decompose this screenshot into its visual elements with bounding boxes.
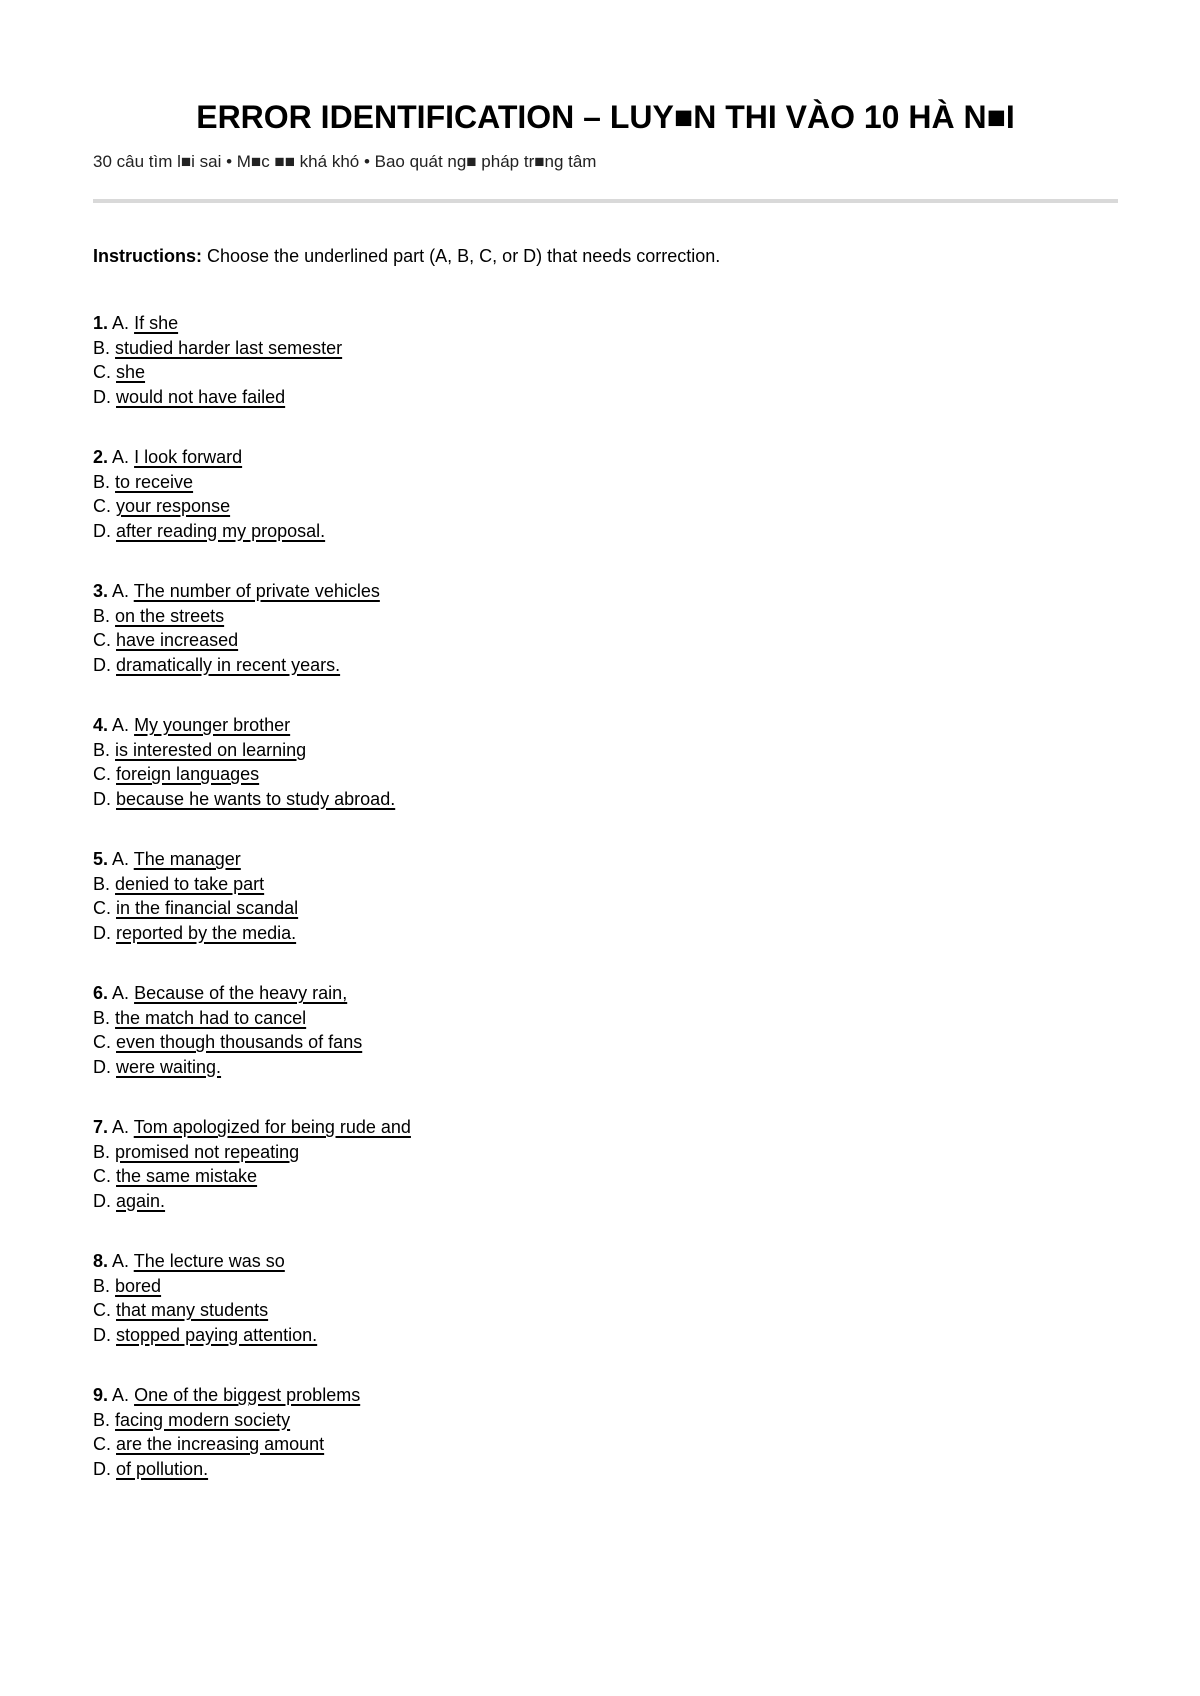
- answer-option: [93, 896, 1118, 921]
- answer-option: [93, 762, 1118, 787]
- answer-option: [93, 1298, 1118, 1323]
- option-underlined-text: is interested on learning: [115, 739, 307, 760]
- answer-option: [93, 1408, 1118, 1433]
- option-letter: D.: [93, 1056, 111, 1077]
- option-underlined-text: that many students: [116, 1300, 269, 1320]
- option-underlined-text: to receive: [115, 471, 194, 492]
- answer-option: [93, 628, 1118, 653]
- option-underlined-text: One of the biggest problems: [134, 1385, 361, 1405]
- option-letter: C.: [93, 1300, 111, 1320]
- answer-option: [93, 604, 1118, 629]
- option-letter: B.: [93, 1007, 111, 1028]
- option-letter: D.: [93, 520, 111, 541]
- answer-option: [93, 787, 1118, 812]
- answer-option: [93, 981, 1118, 1006]
- instructions: [93, 244, 720, 268]
- option-letter: B.: [93, 471, 111, 492]
- answer-option: [93, 738, 1118, 763]
- answer-option: [93, 653, 1118, 678]
- option-letter: D.: [93, 1324, 111, 1345]
- question-list: [93, 311, 1118, 1517]
- answer-option: [93, 311, 1118, 336]
- answer-option: [93, 1323, 1118, 1348]
- divider: [93, 199, 1118, 203]
- option-underlined-text: bored: [115, 1275, 162, 1296]
- option-letter: B.: [93, 1409, 111, 1430]
- answer-option: [93, 385, 1118, 410]
- option-letter: A.: [112, 1385, 130, 1405]
- option-underlined-text: have increased: [116, 630, 239, 650]
- answer-option: [93, 847, 1118, 872]
- answer-option: [93, 1432, 1118, 1457]
- option-underlined-text: are the increasing amount: [116, 1434, 325, 1454]
- option-letter: A.: [112, 313, 130, 333]
- option-underlined-text: of pollution.: [116, 1458, 209, 1479]
- question-item: [93, 579, 1118, 713]
- option-letter: D.: [93, 654, 111, 675]
- answer-option: [93, 494, 1118, 519]
- option-letter: A.: [112, 715, 130, 735]
- option-underlined-text: stopped paying attention.: [116, 1324, 318, 1345]
- answer-option: [93, 1140, 1118, 1165]
- option-letter: B.: [93, 873, 111, 894]
- option-underlined-text: The number of private vehicles: [133, 581, 380, 601]
- answer-option: [93, 519, 1118, 544]
- instructions-label: Instructions:: [93, 246, 203, 266]
- option-letter: C.: [93, 496, 111, 516]
- option-letter: A.: [112, 983, 130, 1003]
- option-letter: D.: [93, 922, 111, 943]
- option-letter: B.: [93, 739, 111, 760]
- option-underlined-text: I look forward: [134, 447, 243, 467]
- answer-option: [93, 1006, 1118, 1031]
- option-letter: A.: [112, 447, 130, 467]
- option-underlined-text: facing modern society: [115, 1409, 291, 1430]
- option-underlined-text: dramatically in recent years.: [116, 654, 341, 675]
- question-number: 1.: [93, 313, 109, 333]
- option-underlined-text: promised not repeating: [115, 1141, 300, 1162]
- option-letter: C.: [93, 630, 111, 650]
- question-number: 5.: [93, 849, 109, 869]
- answer-option: [93, 1055, 1118, 1080]
- answer-option: [93, 1274, 1118, 1299]
- option-underlined-text: foreign languages: [116, 764, 260, 784]
- option-underlined-text: the match had to cancel: [115, 1007, 307, 1028]
- option-letter: C.: [93, 1032, 111, 1052]
- option-letter: D.: [93, 386, 111, 407]
- option-underlined-text: denied to take part: [115, 873, 265, 894]
- answer-option: [93, 872, 1118, 897]
- option-letter: B.: [93, 337, 111, 358]
- option-letter: C.: [93, 1434, 111, 1454]
- option-letter: C.: [93, 362, 111, 382]
- question-number: 4.: [93, 715, 109, 735]
- question-item: [93, 981, 1118, 1115]
- option-letter: A.: [112, 1251, 130, 1271]
- answer-option: [93, 1249, 1118, 1274]
- option-underlined-text: would not have failed: [116, 386, 286, 407]
- option-letter: C.: [93, 764, 111, 784]
- answer-option: [93, 921, 1118, 946]
- question-number: 2.: [93, 447, 109, 467]
- option-letter: A.: [112, 849, 130, 869]
- option-letter: B.: [93, 1141, 111, 1162]
- option-underlined-text: Because of the heavy rain,: [134, 983, 348, 1003]
- question-item: [93, 713, 1118, 847]
- option-underlined-text: The lecture was so: [133, 1251, 285, 1271]
- option-underlined-text: on the streets: [115, 605, 225, 626]
- page-subtitle: 30 câu tìm l■i sai • M■c ■■ khá khó • Bao quát ng■ pháp tr■ng tâm: [93, 152, 597, 171]
- answer-option: [93, 713, 1118, 738]
- option-letter: D.: [93, 1190, 111, 1211]
- answer-option: [93, 336, 1118, 361]
- answer-option: [93, 1383, 1118, 1408]
- question-item: [93, 1115, 1118, 1249]
- answer-option: [93, 1189, 1118, 1214]
- question-item: [93, 1383, 1118, 1517]
- instructions-text: Choose the underlined part (A, B, C, or D) that needs correction.: [202, 246, 721, 266]
- answer-option: [93, 360, 1118, 385]
- option-underlined-text: again.: [116, 1190, 166, 1211]
- answer-option: [93, 1457, 1118, 1482]
- question-item: [93, 847, 1118, 981]
- question-number: 7.: [93, 1117, 109, 1137]
- option-underlined-text: The manager: [133, 849, 241, 869]
- question-number: 8.: [93, 1251, 109, 1271]
- option-underlined-text: Tom apologized for being rude and: [133, 1117, 411, 1137]
- question-item: [93, 311, 1118, 445]
- option-underlined-text: My younger brother: [134, 715, 291, 735]
- answer-option: [93, 579, 1118, 604]
- answer-option: [93, 1115, 1118, 1140]
- answer-option: [93, 1164, 1118, 1189]
- question-item: [93, 1249, 1118, 1383]
- option-underlined-text: after reading my proposal.: [116, 520, 326, 541]
- answer-option: [93, 445, 1118, 470]
- option-letter: B.: [93, 1275, 111, 1296]
- option-underlined-text: were waiting.: [116, 1056, 222, 1077]
- option-underlined-text: because he wants to study abroad.: [116, 788, 396, 809]
- question-number: 6.: [93, 983, 109, 1003]
- question-number: 9.: [93, 1385, 109, 1405]
- option-underlined-text: in the financial scandal: [116, 898, 299, 918]
- option-letter: C.: [93, 1166, 111, 1186]
- option-underlined-text: If she: [134, 313, 179, 333]
- option-underlined-text: studied harder last semester: [115, 337, 343, 358]
- answer-option: [93, 1030, 1118, 1055]
- option-letter: A.: [112, 581, 130, 601]
- question-number: 3.: [93, 581, 109, 601]
- option-letter: D.: [93, 788, 111, 809]
- option-letter: D.: [93, 1458, 111, 1479]
- question-item: [93, 445, 1118, 579]
- option-underlined-text: reported by the media.: [116, 922, 297, 943]
- option-letter: A.: [112, 1117, 130, 1137]
- option-underlined-text: your response: [116, 496, 231, 516]
- option-underlined-text: the same mistake: [116, 1166, 258, 1186]
- option-underlined-text: she: [116, 362, 146, 382]
- option-underlined-text: even though thousands of fans: [116, 1032, 363, 1052]
- page-title: ERROR IDENTIFICATION – LUY■N THI VÀO 10 HÀ N■I: [196, 99, 1015, 135]
- option-letter: B.: [93, 605, 111, 626]
- option-letter: C.: [93, 898, 111, 918]
- answer-option: [93, 470, 1118, 495]
